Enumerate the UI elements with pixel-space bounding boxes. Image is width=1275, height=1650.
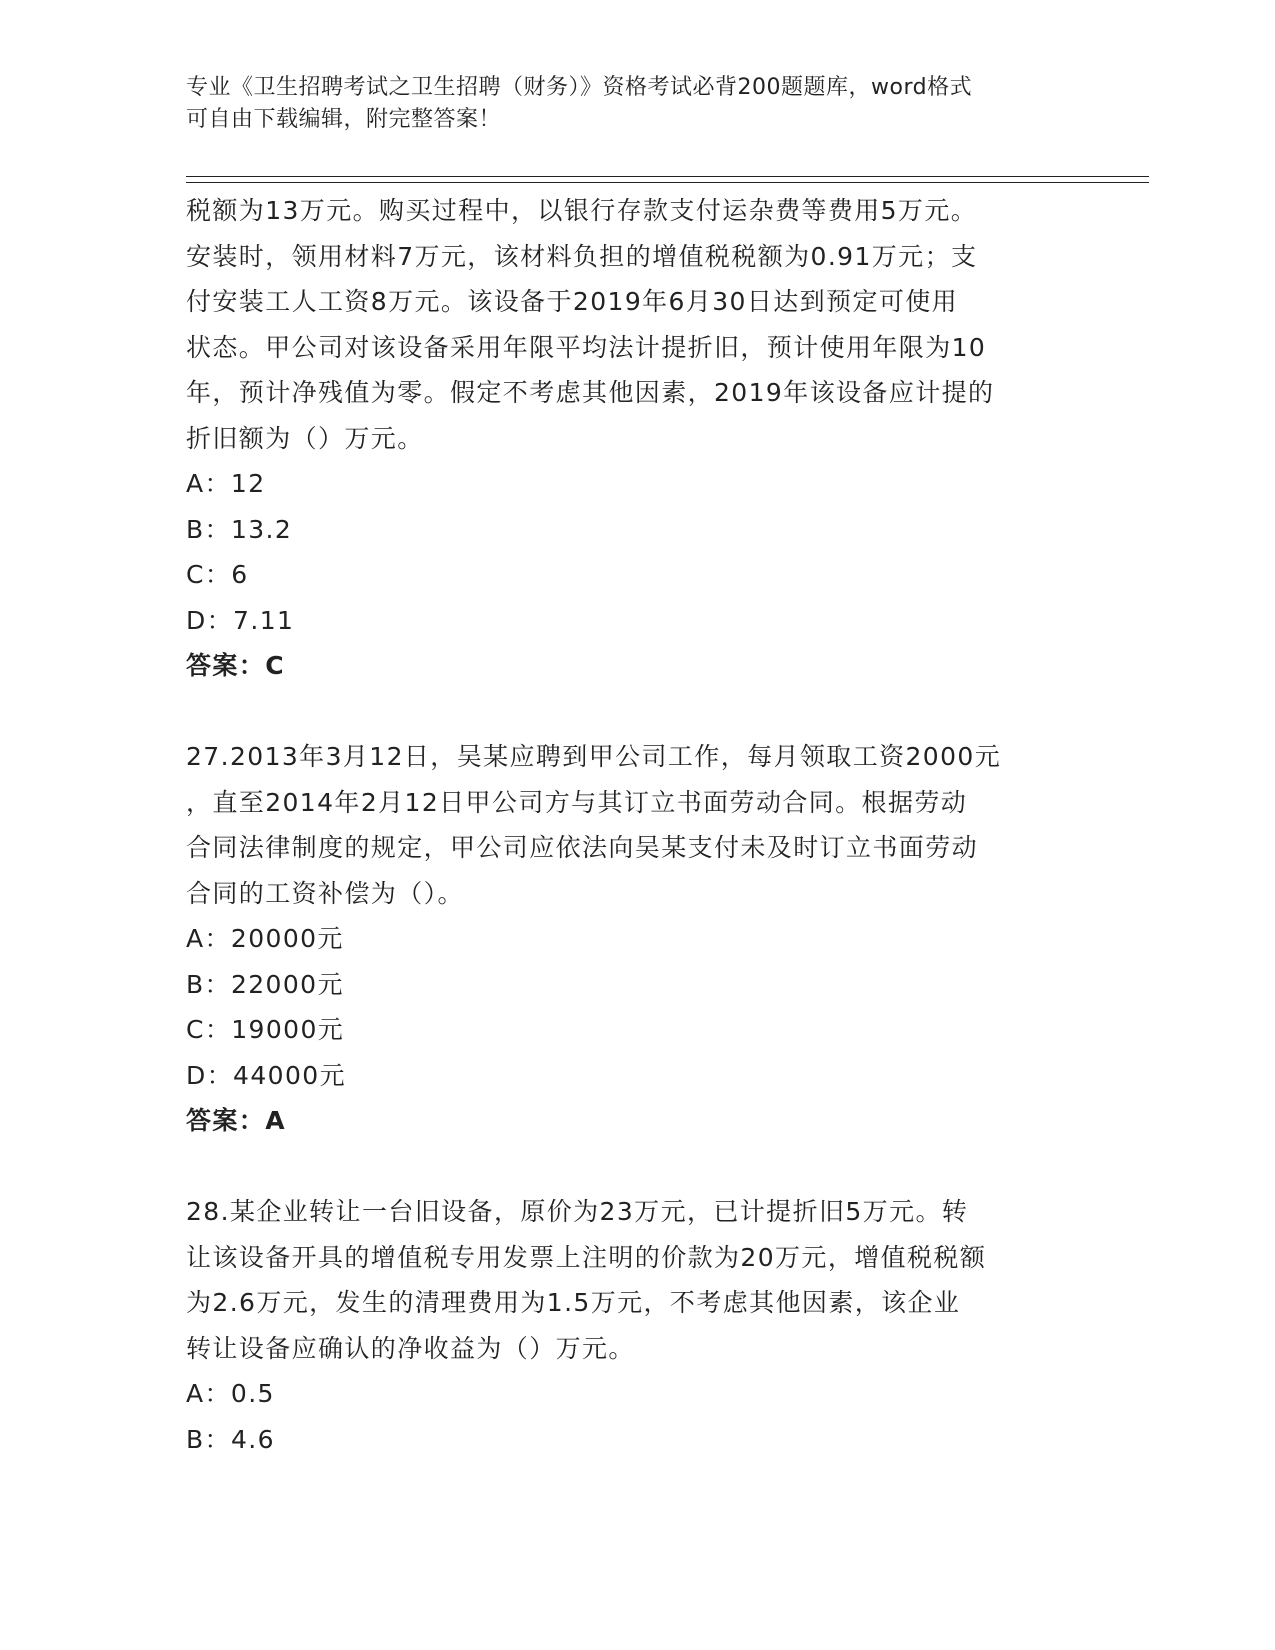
answer: 答案：C [186, 651, 285, 680]
question-text-line: 转让设备应确认的净收益为（）万元。 [186, 1333, 635, 1363]
question-text-line: 折旧额为（）万元。 [186, 423, 424, 453]
question-text-line: 让该设备开具的增值税专用发票上注明的价款为20万元，增值税税额 [186, 1242, 987, 1272]
option-c: C：19000元 [186, 1015, 345, 1044]
option-b: B：4.6 [186, 1424, 275, 1454]
option-b: B：13.2 [186, 514, 293, 544]
answer: 答案：A [186, 1106, 286, 1135]
question-27 [186, 734, 1086, 1144]
header-divider-top [186, 176, 1149, 177]
option-a: A：20000元 [186, 924, 344, 953]
question-text-line: 合同的工资补偿为（）。 [186, 878, 464, 908]
spacer [186, 689, 1086, 735]
header-divider-bottom [186, 182, 1149, 183]
question-text-line: 状态。甲公司对该设备采用年限平均法计提折旧，预计使用年限为10 [186, 332, 987, 362]
option-d: D：7.11 [186, 605, 295, 635]
question-28 [186, 1189, 1086, 1462]
question-text-line: 年，预计净残值为零。假定不考虑其他因素，2019年该设备应计提的 [186, 378, 995, 407]
question-26 [186, 188, 1086, 689]
question-text-line: 27.2013年3月12日，吴某应聘到甲公司工作，每月领取工资2000元 [186, 742, 1002, 771]
question-text-line: 为2.6万元，发生的清理费用为1.5万元，不考虑其他因素，该企业 [186, 1288, 961, 1317]
option-b: B：22000元 [186, 969, 344, 999]
question-text-line: 合同法律制度的规定，甲公司应依法向吴某支付未及时订立书面劳动 [186, 833, 979, 862]
question-text-line: 付安装工人工资8万元。该设备于2019年6月30日达到预定可使用 [186, 287, 959, 316]
spacer [186, 1144, 1086, 1190]
option-d: D：44000元 [186, 1060, 346, 1090]
question-text-line: 安装时，领用材料7万元，该材料负担的增值税税额为0.91万元；支 [186, 241, 978, 271]
option-a: A：0.5 [186, 1379, 275, 1408]
option-a: A：12 [186, 469, 266, 498]
option-c: C：6 [186, 560, 249, 589]
document-body [186, 188, 1086, 1462]
header-line-1: 专业《卫生招聘考试之卫生招聘（财务）》资格考试必背200题题库，word格式 [186, 75, 973, 100]
question-text-line: 税额为13万元。购买过程中，以银行存款支付运杂费等费用5万元。 [186, 196, 978, 225]
question-text-line: ，直至2014年2月12日甲公司方与其订立书面劳动合同。根据劳动 [186, 787, 968, 817]
document-header [186, 72, 1086, 136]
question-text-line: 28.某企业转让一台旧设备，原价为23万元，已计提折旧5万元。转 [186, 1197, 969, 1226]
header-line-2: 可自由下载编辑，附完整答案！ [186, 107, 502, 132]
